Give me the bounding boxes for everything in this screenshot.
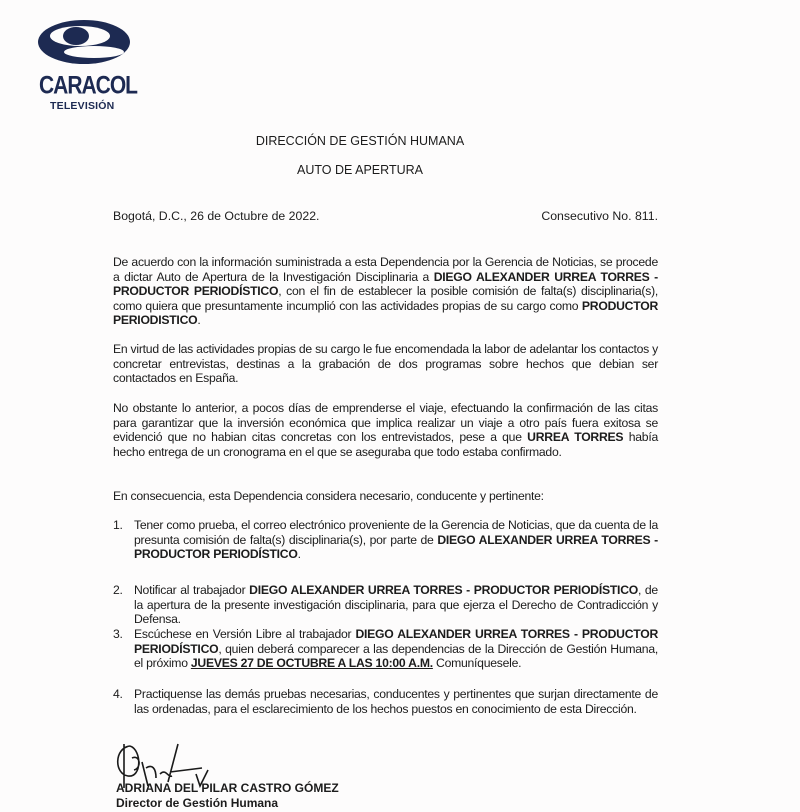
list-number: 2. <box>113 583 123 597</box>
text-run: Practiquense las demás pruebas necesarias, conducentes y pertinentes que surjan directamente de las ordenadas, para el esclarecimiento de los hechos puestos en conocimiento de esta Dirección. <box>134 687 658 716</box>
text-run: Notificar al trabajador <box>134 583 250 597</box>
bold-text-run: JUEVES 27 DE OCTUBRE A LAS 10:00 A.M. <box>190 656 433 671</box>
signer-name: ADRIANA DEL PILAR CASTRO GÓMEZ <box>116 781 339 795</box>
list-text <box>134 518 658 562</box>
bold-text-run: PRODUCTOR PERIODISTICO <box>113 298 658 328</box>
paragraph <box>113 342 658 386</box>
text-run: Escúchese en Versión Libre al trabajador <box>134 627 356 641</box>
document-type-title: AUTO DE APERTURA <box>297 163 423 177</box>
bold-text-run: DIEGO ALEXANDER URREA TORRES - PRODUCTOR PERIODÍSTICO <box>134 532 658 562</box>
list-item <box>113 518 658 562</box>
caracol-eye-icon <box>36 14 131 72</box>
consecutive-number: Consecutivo No. 811. <box>541 209 658 223</box>
text-run: En virtud de las actividades propias de su cargo le fue encomendada la labor de adelantar los contactos y concretar entrevistas, destinas a la grabación de dos programas sobre hechos que debian ser contactados en España. <box>113 342 658 386</box>
list-text <box>134 583 658 627</box>
list-number: 3. <box>113 627 123 641</box>
list-number: 1. <box>113 518 123 532</box>
bold-text-run: URREA TORRES <box>527 430 624 445</box>
text-run: , con el fin de establecer la posible comisión de falta(s) disciplinaria(s), como quiera que presuntamente incumplió con las actividades propias de su cargo como <box>113 284 659 313</box>
text-run: , de la apertura de la presente investigación disciplinaria, para que ejerza el Derecho de Contradicción y Defensa. <box>134 583 658 627</box>
list-item <box>113 627 658 671</box>
underlined-run <box>191 656 433 670</box>
caracol-logo <box>36 14 137 114</box>
department-title: DIRECCIÓN DE GESTIÓN HUMANA <box>255 134 465 148</box>
list-item <box>113 583 658 627</box>
text-run: Tener como prueba, el correo electrónico proveniente de la Gerencia de Noticias, que da cuenta de la presunta comisión de falta(s) disciplinaria(s), por parte de <box>134 518 658 547</box>
paragraph <box>113 489 658 504</box>
text-run: De acuerdo con la información suministrada a esta Dependencia por la Gerencia de Noticias, se procede a dictar Auto de Apertura de la Investigación Disciplinaria a <box>113 255 658 284</box>
bold-text-run: DIEGO ALEXANDER URREA TORRES - PRODUCTOR PERIODÍSTICO <box>113 269 658 299</box>
signer-role: Director de Gestión Humana <box>116 796 279 810</box>
text-run: En consecuencia, esta Dependencia considera necesario, conducente y pertinente: <box>113 489 544 503</box>
paragraph <box>113 401 658 459</box>
list-item <box>113 687 658 716</box>
logo-wordmark: CARACOL <box>39 72 137 100</box>
bold-text-run: DIEGO ALEXANDER URREA TORRES - PRODUCTOR PERIODÍSTICO <box>249 583 638 597</box>
paragraph <box>113 255 658 328</box>
document-date: Bogotá, D.C., 26 de Octubre de 2022. <box>113 209 320 223</box>
list-text <box>134 627 658 671</box>
text-run: . <box>197 313 201 328</box>
text-run: había hecho entrega de un cronograma en el que se aseguraba que todo estaba confirmado. <box>113 430 658 459</box>
logo-subtitle: TELEVISIÓN <box>50 100 115 112</box>
bold-text-run: DIEGO ALEXANDER URREA TORRES - PRODUCTOR PERIODÍSTICO <box>134 627 659 656</box>
text-run: Comuníquesele. <box>432 656 522 671</box>
text-run: . <box>297 547 301 562</box>
text-run: No obstante lo anterior, a pocos días de emprenderse el viaje, efectuando la confirmación de las citas para garantizar que la inversión económica que implica realizar un viaje a otro país fuera exitosa se evidenció que no habian citas concretas con los entrevistados, pese a que <box>113 401 658 445</box>
text-run: , quien deberá comparecer a las dependencias de la Dirección de Gestión Humana, el próximo <box>134 641 658 671</box>
list-number: 4. <box>113 687 123 701</box>
list-text <box>134 687 658 716</box>
